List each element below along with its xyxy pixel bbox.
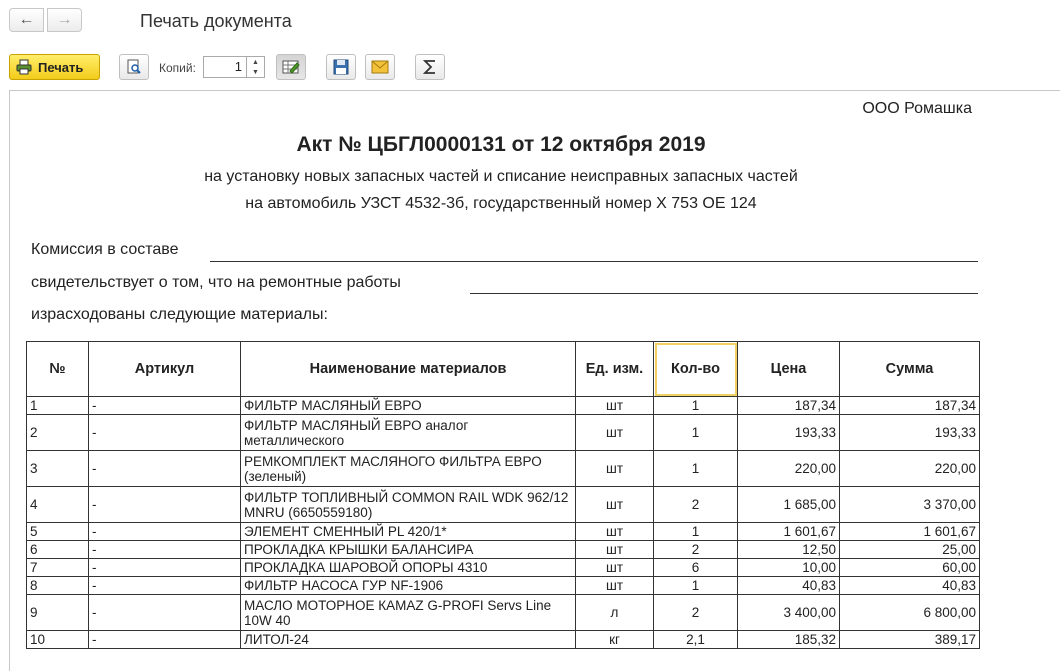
certifies-underline (470, 292, 978, 294)
spin-up-icon[interactable]: ▲ (252, 58, 259, 66)
table-row[interactable] (27, 523, 980, 541)
document-subtitle-2: на автомобиль УЗСТ 4532-3б, государственный номер Х 753 ОЕ 124 (245, 195, 757, 212)
print-button[interactable] (9, 54, 100, 80)
cell-num[interactable]: 7 (27, 559, 89, 577)
cell-unit[interactable]: шт (576, 487, 654, 523)
cell-name[interactable]: ФИЛЬТР ТОПЛИВНЫЙ COMMON RAIL WDK 962/12 MNRU (6650559180) (241, 487, 576, 523)
cell-unit[interactable]: шт (576, 415, 654, 451)
document-subtitle-1: на установку новых запасных частей и списание неисправных запасных частей (204, 168, 798, 185)
send-email-button[interactable] (365, 54, 395, 80)
cell-sum[interactable]: 25,00 (840, 541, 980, 559)
cell-article[interactable]: - (89, 451, 241, 487)
cell-price[interactable]: 40,83 (738, 577, 840, 595)
copies-input[interactable]: 1 (203, 56, 247, 78)
window-title: Печать документа (140, 11, 292, 31)
cell-price[interactable]: 1 601,67 (738, 523, 840, 541)
top-bar (0, 0, 1060, 46)
cell-sum[interactable]: 1 601,67 (840, 523, 980, 541)
cell-unit[interactable]: л (576, 595, 654, 631)
cell-article[interactable]: - (89, 595, 241, 631)
cell-article[interactable]: - (89, 559, 241, 577)
document-title: Акт № ЦБГЛ0000131 от 12 октября 2019 (296, 133, 706, 156)
cell-qty[interactable]: 6 (654, 559, 738, 577)
table-row[interactable] (27, 595, 980, 631)
cell-sum[interactable]: 60,00 (840, 559, 980, 577)
cell-price[interactable]: 10,00 (738, 559, 840, 577)
header-num: № (27, 342, 89, 397)
cell-name[interactable]: ФИЛЬТР МАСЛЯНЫЙ ЕВРО (241, 397, 576, 415)
cell-sum[interactable]: 220,00 (840, 451, 980, 487)
materials-table (26, 341, 980, 649)
table-row[interactable] (27, 415, 980, 451)
cell-qty[interactable]: 1 (654, 577, 738, 595)
cell-num[interactable]: 1 (27, 397, 89, 415)
cell-price[interactable]: 12,50 (738, 541, 840, 559)
envelope-icon (371, 60, 389, 74)
spin-down-icon[interactable]: ▼ (252, 68, 259, 76)
save-button[interactable] (326, 54, 356, 80)
cell-article[interactable]: - (89, 415, 241, 451)
header-price: Цена (738, 342, 840, 397)
cell-qty[interactable]: 1 (654, 415, 738, 451)
arrow-right-icon: → (56, 11, 73, 28)
cell-sum[interactable]: 389,17 (840, 631, 980, 649)
table-edit-icon (282, 59, 300, 75)
cell-unit[interactable]: шт (576, 451, 654, 487)
print-button-label: Печать (38, 59, 84, 75)
table-row[interactable] (27, 487, 980, 523)
copies-label: Копий: (159, 61, 196, 75)
cell-price[interactable]: 193,33 (738, 415, 840, 451)
table-row[interactable] (27, 631, 980, 649)
cell-num[interactable]: 5 (27, 523, 89, 541)
cell-article[interactable]: - (89, 397, 241, 415)
document-area[interactable] (9, 90, 1060, 671)
cell-sum[interactable]: 3 370,00 (840, 487, 980, 523)
table-row[interactable] (27, 397, 980, 415)
table-header-row (27, 342, 980, 397)
cell-num[interactable]: 3 (27, 451, 89, 487)
cell-sum[interactable]: 187,34 (840, 397, 980, 415)
cell-unit[interactable]: шт (576, 523, 654, 541)
forward-button[interactable] (47, 8, 82, 32)
table-row[interactable] (27, 577, 980, 595)
magnifier-icon (126, 59, 142, 75)
cell-name[interactable]: ФИЛЬТР МАСЛЯНЫЙ ЕВРО аналог металлического (241, 415, 576, 451)
cell-name[interactable]: ФИЛЬТР НАСОСА ГУР NF-1906 (241, 577, 576, 595)
cell-price[interactable]: 220,00 (738, 451, 840, 487)
cell-unit[interactable]: шт (576, 541, 654, 559)
cell-qty[interactable]: 2 (654, 595, 738, 631)
back-button[interactable] (9, 8, 44, 32)
commission-label: Комиссия в составе (31, 241, 179, 258)
sigma-icon (423, 59, 437, 75)
consumed-label: израсходованы следующие материалы: (31, 306, 328, 323)
header-name: Наименование материалов (241, 342, 576, 397)
preview-button[interactable] (119, 54, 149, 80)
floppy-icon (333, 59, 349, 75)
table-row[interactable] (27, 451, 980, 487)
cell-qty[interactable]: 1 (654, 523, 738, 541)
commission-underline (210, 260, 978, 262)
cell-name[interactable]: МАСЛО МОТОРНОЕ КАМАZ G-PROFI Servs Line 10W 40 (241, 595, 576, 631)
cell-name[interactable]: ЛИТОЛ-24 (241, 631, 576, 649)
cell-qty[interactable]: 2 (654, 541, 738, 559)
cell-name[interactable]: ПРОКЛАДКА КРЫШКИ БАЛАНСИРА (241, 541, 576, 559)
cell-article[interactable]: - (89, 577, 241, 595)
cell-num[interactable]: 9 (27, 595, 89, 631)
cell-price[interactable]: 185,32 (738, 631, 840, 649)
cell-name[interactable]: ПРОКЛАДКА ШАРОВОЙ ОПОРЫ 4310 (241, 559, 576, 577)
copies-spinner[interactable] (247, 56, 265, 78)
cell-qty[interactable]: 2 (654, 487, 738, 523)
cell-num[interactable]: 6 (27, 541, 89, 559)
cell-unit[interactable]: шт (576, 397, 654, 415)
cell-num[interactable]: 10 (27, 631, 89, 649)
cell-sum[interactable]: 6 800,00 (840, 595, 980, 631)
header-article: Артикул (89, 342, 241, 397)
cell-qty[interactable]: 1 (654, 397, 738, 415)
edit-mode-button[interactable] (276, 54, 306, 80)
cell-unit[interactable]: шт (576, 577, 654, 595)
cell-price[interactable]: 3 400,00 (738, 595, 840, 631)
arrow-left-icon: ← (18, 11, 35, 28)
table-row[interactable] (27, 559, 980, 577)
cell-price[interactable]: 187,34 (738, 397, 840, 415)
header-qty[interactable]: Кол-во (654, 342, 738, 397)
cell-num[interactable]: 8 (27, 577, 89, 595)
cell-unit[interactable]: кг (576, 631, 654, 649)
header-sum: Сумма (840, 342, 980, 397)
cell-qty[interactable]: 1 (654, 451, 738, 487)
cell-num[interactable]: 4 (27, 487, 89, 523)
cell-article[interactable]: - (89, 631, 241, 649)
header-unit: Ед. изм. (576, 342, 654, 397)
cell-num[interactable]: 2 (27, 415, 89, 451)
cell-article[interactable]: - (89, 541, 241, 559)
certifies-label: свидетельствует о том, что на ремонтные работы (31, 274, 401, 291)
cell-article[interactable]: - (89, 487, 241, 523)
cell-qty[interactable]: 2,1 (654, 631, 738, 649)
cell-sum[interactable]: 40,83 (840, 577, 980, 595)
toolbar (0, 50, 1060, 86)
cell-unit[interactable]: шт (576, 559, 654, 577)
cell-price[interactable]: 1 685,00 (738, 487, 840, 523)
cell-name[interactable]: ЭЛЕМЕНТ СМЕННЫЙ PL 420/1* (241, 523, 576, 541)
cell-article[interactable]: - (89, 523, 241, 541)
table-row[interactable] (27, 541, 980, 559)
organization-name: ООО Ромашка (862, 100, 972, 117)
sum-button[interactable] (415, 54, 445, 80)
printer-icon (16, 59, 32, 75)
cell-sum[interactable]: 193,33 (840, 415, 980, 451)
cell-name[interactable]: РЕМКОМПЛЕКТ МАСЛЯНОГО ФИЛЬТРА ЕВРО (зеленый) (241, 451, 576, 487)
